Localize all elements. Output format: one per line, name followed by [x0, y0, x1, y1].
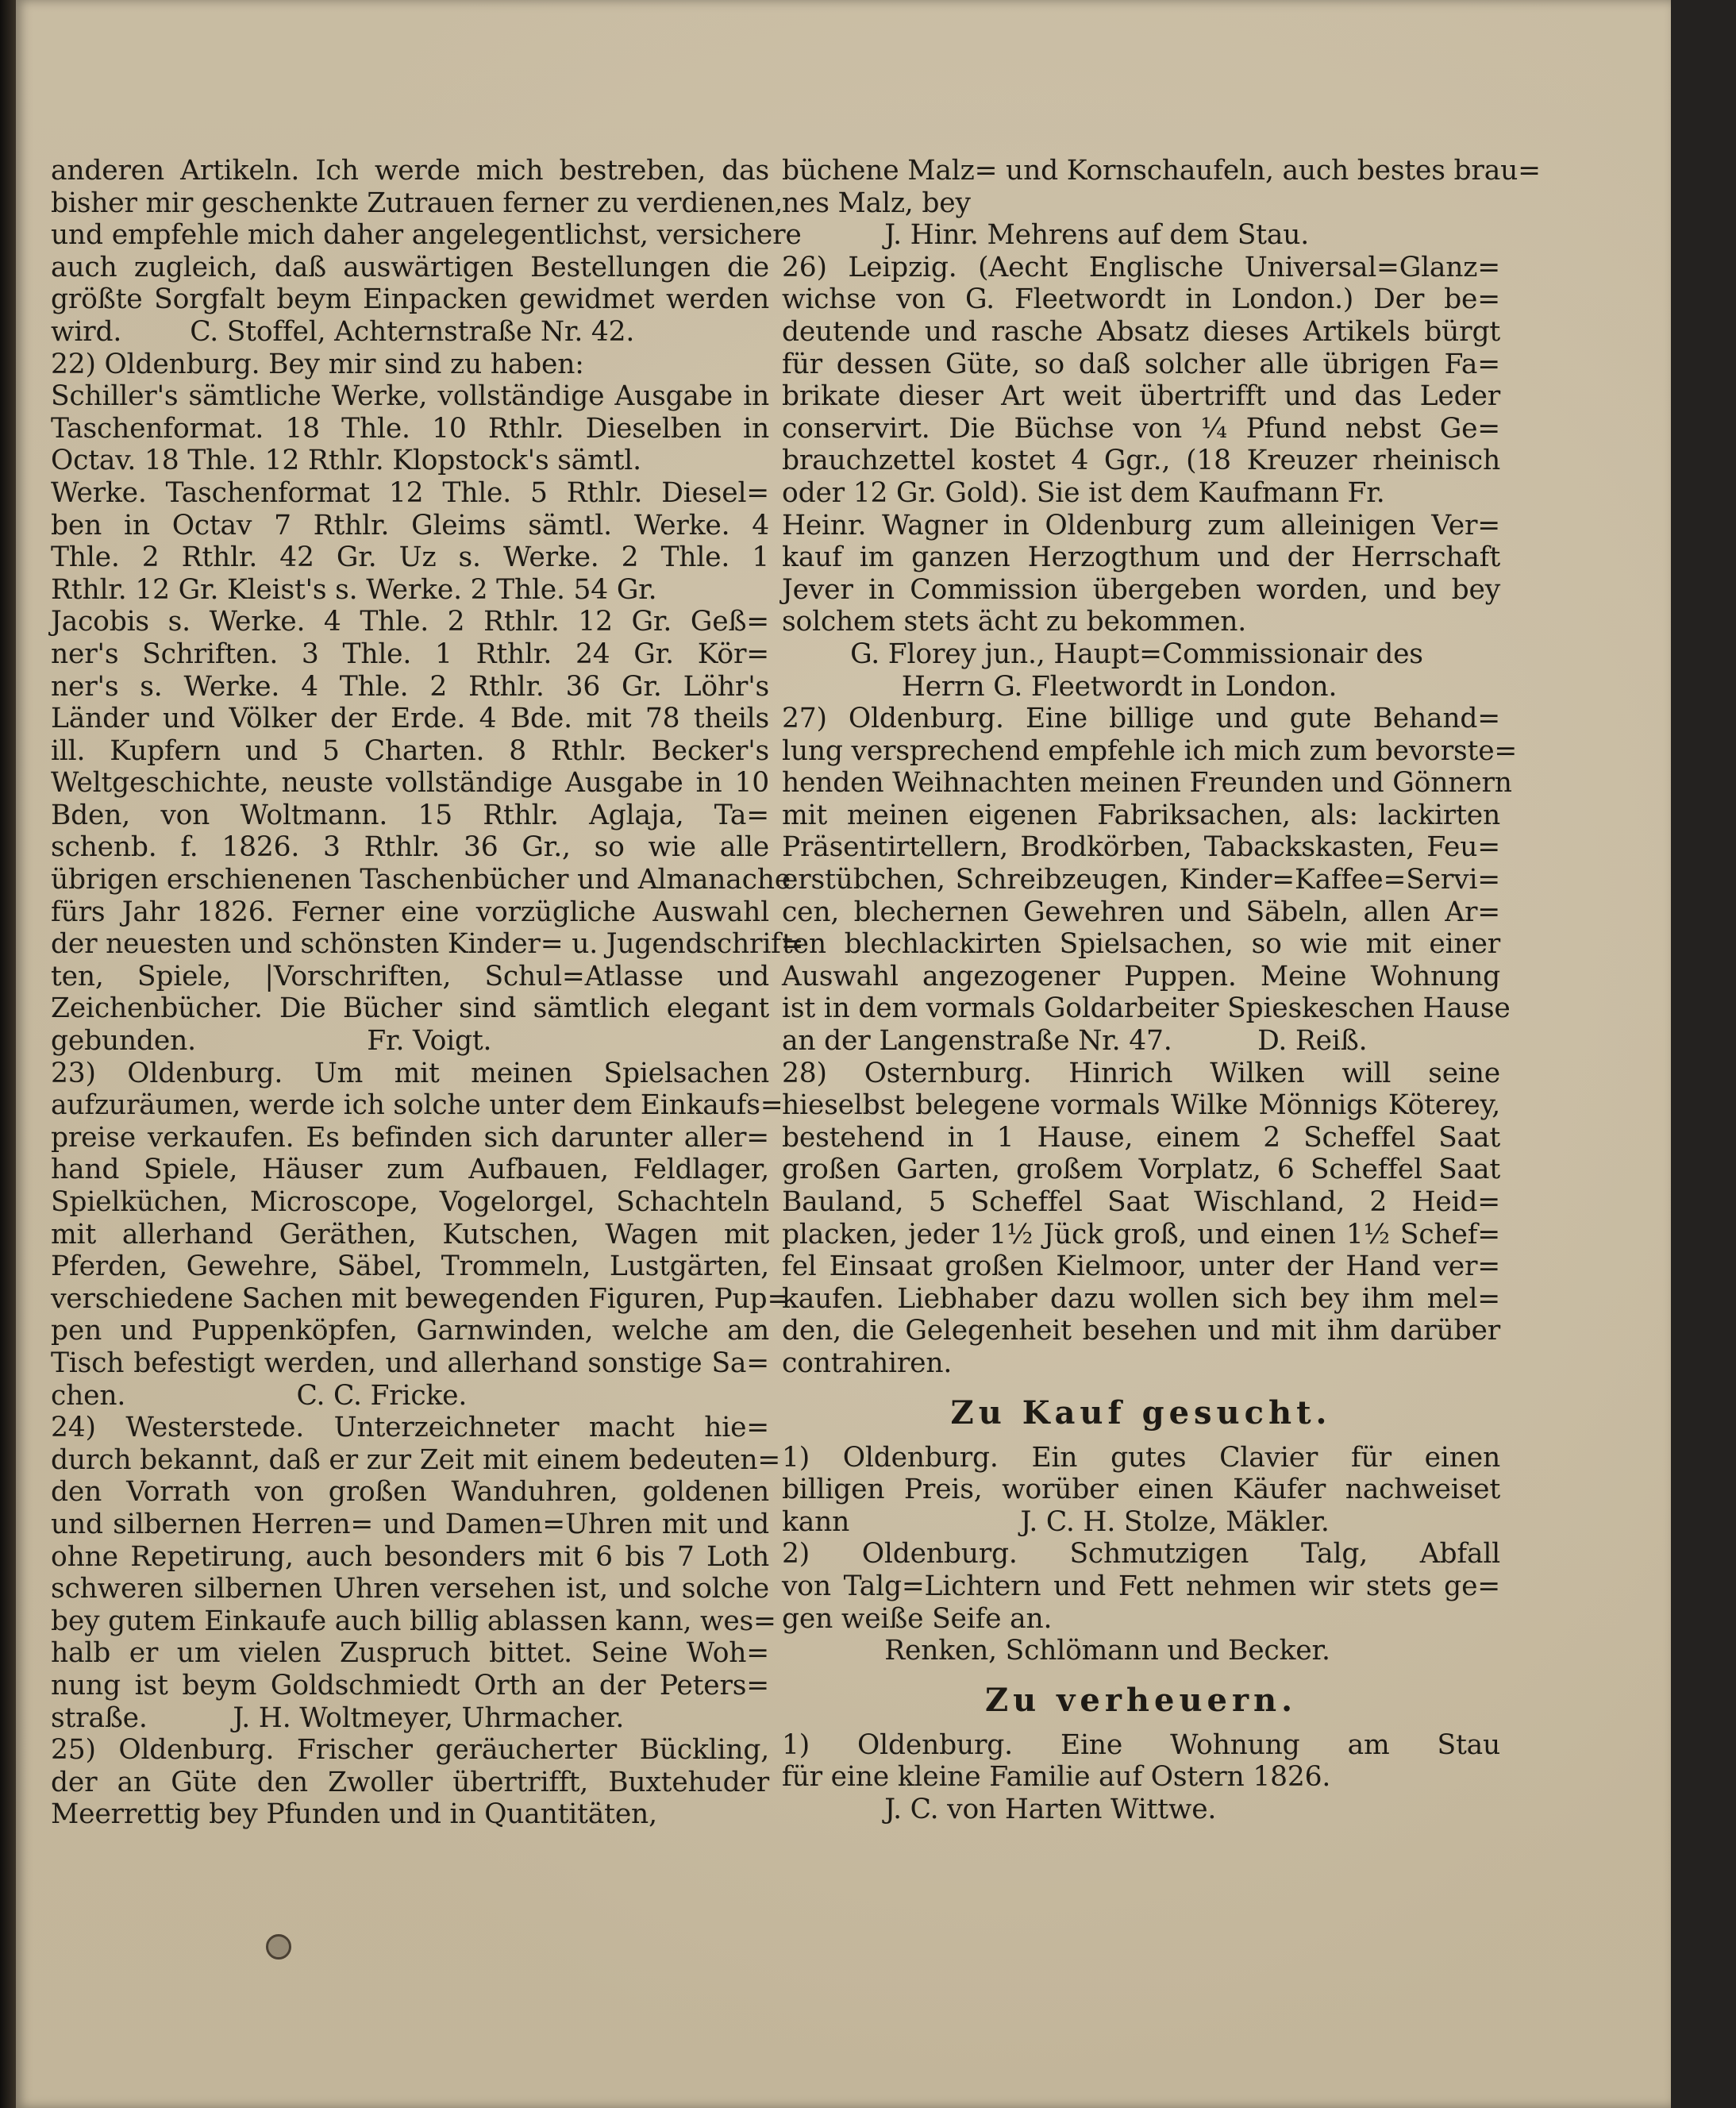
- page-edge: [1671, 0, 1736, 2108]
- section-zu-kauf-gesucht: [782, 1442, 1500, 1667]
- right-column: [782, 155, 1541, 1826]
- text-line: ner's Schriften. 3 Thle. 1 Rthlr. 24 Gr. Kör=: [51, 638, 769, 670]
- text-line: oder 12 Gr. Gold). Sie ist dem Kaufmann Fr.: [782, 476, 1385, 509]
- text-line: preise verkaufen. Es befinden sich darunter aller=: [51, 1121, 769, 1154]
- text-line: auch zugleich, daß auswärtigen Bestellungen die: [51, 251, 769, 283]
- text-line: 1) Oldenburg. Eine Wohnung am Stau: [782, 1728, 1500, 1761]
- text-line: ner's s. Werke. 4 Thle. 2 Rthlr. 36 Gr. Löhr's: [51, 670, 769, 703]
- heading-zu-kauf-gesucht: Zu Kauf gesucht.: [950, 1393, 1332, 1432]
- text-line: Rthlr. 12 Gr. Kleist's s. Werke. 2 Thle. 54 Gr.: [51, 573, 657, 606]
- text-line: ill. Kupfern und 5 Charten. 8 Rthlr. Becker's: [51, 734, 769, 767]
- text-line: Tisch befestigt werden, und allerhand sonstige Sa=: [51, 1347, 769, 1379]
- text-line: 28) Osternburg. Hinrich Wilken will seine: [782, 1057, 1500, 1089]
- text-line: pen und Puppenköpfen, Garnwinden, welche am: [51, 1315, 769, 1347]
- text-line: ben in Octav 7 Rthlr. Gleims sämtl. Werke. 4: [51, 509, 769, 541]
- text-line: Auswahl angezogener Puppen. Meine Wohnung: [782, 960, 1500, 992]
- section-zu-verheuern: [782, 1729, 1500, 1826]
- text-line: Herrn G. Fleetwordt in London.: [782, 670, 1338, 703]
- book-binding: [0, 0, 16, 2108]
- text-line: contrahiren.: [782, 1347, 953, 1379]
- text-line: deutende und rasche Absatz dieses Artikels bürgt: [782, 315, 1500, 348]
- text-line: ist in dem vormals Goldarbeiter Spieskeschen Hause: [782, 992, 1511, 1025]
- text-line: chen. C. C. Fricke.: [51, 1379, 468, 1412]
- text-line: Octav. 18 Thle. 12 Rthlr. Klopstock's sämtl.: [51, 445, 641, 477]
- text-line: anderen Artikeln. Ich werde mich bestreben, das: [51, 155, 769, 187]
- text-line: fel Einsaat großen Kielmoor, unter der Hand ver=: [782, 1251, 1500, 1283]
- text-line: J. Hinr. Mehrens auf dem Stau.: [782, 219, 1309, 252]
- text-line: Taschenformat. 18 Thle. 10 Rthlr. Dieselben in: [51, 412, 769, 445]
- text-line: durch bekannt, daß er zur Zeit mit einem bedeuten=: [51, 1443, 781, 1476]
- text-line: Zeichenbücher. Die Bücher sind sämtlich elegant: [51, 992, 769, 1025]
- text-line: henden Weihnachten meinen Freunden und Gönnern: [782, 767, 1512, 800]
- text-line: mit allerhand Geräthen, Kutschen, Wagen mit: [51, 1218, 769, 1251]
- text-line: hieselbst belegene vormals Wilke Mönnigs Köterey,: [782, 1089, 1500, 1122]
- text-line: 23) Oldenburg. Um mit meinen Spielsachen: [51, 1057, 769, 1089]
- text-line: kaufen. Liebhaber dazu wollen sich bey ihm mel=: [782, 1282, 1500, 1315]
- text-line: cen, blechernen Gewehren und Säbeln, allen Ar=: [782, 896, 1500, 928]
- text-line: nes Malz, bey: [782, 187, 971, 219]
- text-line: von Talg=Lichtern und Fett nehmen wir stets ge=: [782, 1570, 1500, 1602]
- text-line: solchem stets ächt zu bekommen.: [782, 606, 1246, 638]
- text-line: Thle. 2 Rthlr. 42 Gr. Uz s. Werke. 2 Thle. 1: [51, 541, 769, 574]
- text-line: Weltgeschichte, neuste vollständige Ausgabe in 10: [51, 767, 769, 800]
- text-line: und silbernen Herren= und Damen=Uhren mit und: [51, 1508, 769, 1540]
- text-line: Jacobis s. Werke. 4 Thle. 2 Rthlr. 12 Gr. Geß=: [51, 606, 769, 638]
- text-line: ten, Spiele, |Vorschriften, Schul=Atlasse und: [51, 960, 769, 992]
- text-line: Länder und Völker der Erde. 4 Bde. mit 78 theils: [51, 703, 769, 735]
- text-line: den Vorrath von großen Wanduhren, goldenen: [51, 1476, 769, 1509]
- text-line: schenb. f. 1826. 3 Rthlr. 36 Gr., so wie alle: [51, 831, 769, 864]
- text-line: verschiedene Sachen mit bewegenden Figuren, Pup=: [51, 1282, 791, 1315]
- text-line: der an Güte den Zwoller übertrifft, Buxtehuder: [51, 1766, 769, 1798]
- text-line: Werke. Taschenformat 12 Thle. 5 Rthlr. Diesel=: [51, 476, 769, 509]
- text-line: 22) Oldenburg. Bey mir sind zu haben:: [51, 348, 584, 380]
- text-line: an der Langenstraße Nr. 47. D. Reiß.: [782, 1025, 1368, 1058]
- text-line: G. Florey jun., Haupt=Commissionair des: [782, 638, 1423, 670]
- text-line: größte Sorgfalt beym Einpacken gewidmet werden: [51, 283, 769, 316]
- text-line: mit meinen eigenen Fabriksachen, als: lackirten: [782, 799, 1500, 831]
- text-line: für dessen Güte, so daß solcher alle übrigen Fa=: [782, 348, 1500, 380]
- text-line: placken, jeder 1½ Jück groß, und einen 1½ Schef=: [782, 1218, 1500, 1251]
- text-line: J. C. von Harten Wittwe.: [782, 1793, 1217, 1825]
- text-line: Präsentirtellern, Brodkörben, Tabackskasten, Feu=: [782, 831, 1500, 864]
- text-line: ten blechlackirten Spielsachen, so wie mit einer: [782, 928, 1500, 961]
- text-line: wird. C. Stoffel, Achternstraße Nr. 42.: [51, 315, 635, 348]
- text-line: conservirt. Die Büchse von ¼ Pfund nebst Ge=: [782, 412, 1500, 445]
- text-line: erstübchen, Schreibzeugen, Kinder=Kaffee=Servi=: [782, 864, 1500, 896]
- text-line: 27) Oldenburg. Eine billige und gute Behand=: [782, 703, 1500, 735]
- text-line: lung versprechend empfehle ich mich zum bevorste=: [782, 734, 1518, 767]
- text-line: aufzuräumen, werde ich solche unter dem Einkaufs=: [51, 1089, 783, 1122]
- text-line: bey gutem Einkaufe auch billig ablassen kann, wes=: [51, 1605, 776, 1637]
- text-line: gebunden. Fr. Voigt.: [51, 1025, 492, 1058]
- text-line: und empfehle mich daher angelegentlichst, versichere: [51, 219, 802, 252]
- text-line: nung ist beym Goldschmiedt Orth an der Peters=: [51, 1669, 769, 1701]
- text-line: straße. J. H. Woltmeyer, Uhrmacher.: [51, 1701, 625, 1734]
- text-line: 26) Leipzig. (Aecht Englische Universal=Glanz=: [782, 251, 1500, 283]
- text-line: brikate dieser Art weit übertrifft und das Leder: [782, 380, 1500, 413]
- text-line: Bden, von Woltmann. 15 Rthlr. Aglaja, Ta=: [51, 799, 769, 831]
- text-line: schweren silbernen Uhren versehen ist, und solche: [51, 1573, 769, 1605]
- text-line: Spielküchen, Microscope, Vogelorgel, Schachteln: [51, 1186, 769, 1218]
- text-line: kann J. C. H. Stolze, Mäkler.: [782, 1505, 1330, 1538]
- text-line: brauchzettel kostet 4 Ggr., (18 Kreuzer rheinisch: [782, 445, 1500, 477]
- text-line: hand Spiele, Häuser zum Aufbauen, Feldlager,: [51, 1154, 769, 1186]
- text-line: übrigen erschienenen Taschenbücher und Almanache: [51, 864, 791, 896]
- ink-stain: [266, 1934, 291, 1960]
- text-line: großen Garten, großem Vorplatz, 6 Scheffel Saat: [782, 1154, 1500, 1186]
- text-line: büchene Malz= und Kornschaufeln, auch bestes brau=: [782, 155, 1541, 187]
- text-line: 1) Oldenburg. Ein gutes Clavier für einen: [782, 1441, 1500, 1474]
- heading-zu-verheuern: Zu verheuern.: [984, 1681, 1298, 1719]
- text-line: wichse von G. Fleetwordt in London.) Der be=: [782, 283, 1500, 316]
- text-line: billigen Preis, worüber einen Käufer nachweiset: [782, 1474, 1500, 1506]
- text-line: bisher mir geschenkte Zutrauen ferner zu verdienen,: [51, 187, 783, 219]
- text-line: bestehend in 1 Hause, einem 2 Scheffel Saat: [782, 1121, 1500, 1154]
- text-line: Renken, Schlömann und Becker.: [782, 1635, 1330, 1667]
- text-line: den, die Gelegenheit besehen und mit ihm darüber: [782, 1315, 1500, 1347]
- text-line: Heinr. Wagner in Oldenburg zum alleinigen Ver=: [782, 509, 1500, 541]
- text-line: Bauland, 5 Scheffel Saat Wischland, 2 Heid=: [782, 1186, 1500, 1218]
- text-line: Meerrettig bey Pfunden und in Quantitäten,: [51, 1798, 657, 1831]
- text-line: 25) Oldenburg. Frischer geräucherter Bückling,: [51, 1734, 769, 1767]
- text-line: 24) Westerstede. Unterzeichneter macht hie=: [51, 1412, 769, 1444]
- left-column: [51, 155, 804, 1831]
- text-line: für eine kleine Familie auf Ostern 1826.: [782, 1761, 1331, 1794]
- text-line: halb er um vielen Zuspruch bittet. Seine Woh=: [51, 1637, 769, 1670]
- text-line: ohne Repetirung, auch besonders mit 6 bis 7 Loth: [51, 1540, 769, 1573]
- text-line: Pferden, Gewehre, Säbel, Trommeln, Lustgärten,: [51, 1251, 769, 1283]
- text-line: gen weiße Seife an.: [782, 1602, 1053, 1635]
- text-line: Schiller's sämtliche Werke, vollständige Ausgabe in: [51, 380, 769, 413]
- text-line: kauf im ganzen Herzogthum und der Herrschaft: [782, 541, 1500, 574]
- right-column-notices: [782, 155, 1541, 1380]
- text-line: der neuesten und schönsten Kinder= u. Jugendschrif=: [51, 928, 804, 961]
- text-line: Jever in Commission übergeben worden, und bey: [782, 573, 1500, 606]
- text-line: 2) Oldenburg. Schmutzigen Talg, Abfall: [782, 1538, 1500, 1570]
- text-line: fürs Jahr 1826. Ferner eine vorzügliche Auswahl: [51, 896, 769, 928]
